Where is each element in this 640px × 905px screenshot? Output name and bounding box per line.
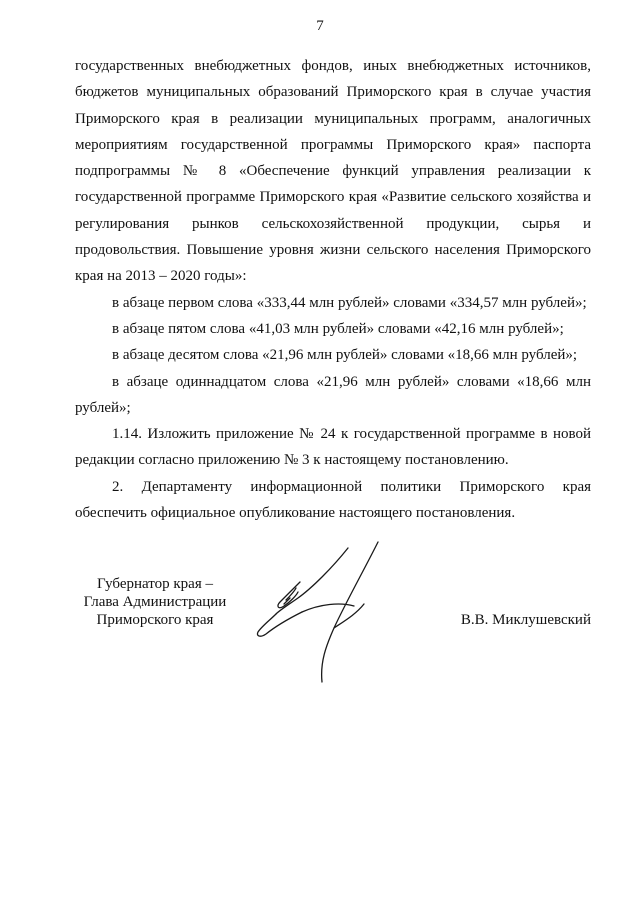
paragraph-amend-first: в абзаце первом слова «333,44 млн рублей» словами «334,57 млн рублей»; xyxy=(112,294,587,311)
handwritten-signature xyxy=(250,540,390,685)
paragraph-item-1-14: 1.14. Изложить приложение № 24 к государственной программе в новой редакции согласно приложению № 3 к настоящему постановлению. xyxy=(75,426,591,469)
paragraph-amend-eleventh: в абзаце одиннадцатом слова «21,96 млн рублей» словами «18,66 млн рублей»; xyxy=(75,373,591,416)
paragraph-item-2: 2. Департаменту информационной политики Приморского края обеспечить официальное опубликование настоящего постановления. xyxy=(75,478,591,522)
paragraph-amend-fifth: в абзаце пятом слова «41,03 млн рублей» словами «42,16 млн рублей»; xyxy=(112,320,564,337)
paragraph-passport-subprogram-8: государственных внебюджетных фондов, иных внебюджетных источников, бюджетов муниципальных образований Приморского края в случае участия Приморского края в реализации муниципальных программ, аналогичных мероприятиям государственной программы Приморского края» паспорта подпрограммы № 8 «Обеспечение функций управления реализации к государственной программе Приморского края «Развитие сельского хозяйства и регулирования рынков сельскохозяйственной продукции, сырья и продовольствия. Повышение уровня жизни сельского населения Приморского края на 2013 – 2020 годы»: xyxy=(75,58,591,285)
signer-title-line: Глава Администрации xyxy=(83,594,227,610)
signer-title xyxy=(75,575,235,629)
page-number: 7 xyxy=(316,18,324,34)
signer-title-line: Губернатор края – xyxy=(97,576,213,592)
signer-title-line: Приморского края xyxy=(96,612,214,628)
document-body xyxy=(75,53,591,526)
signer-name: В.В. Миклушевский xyxy=(460,612,591,628)
paragraph-amend-tenth: в абзаце десятом слова «21,96 млн рублей» словами «18,66 млн рублей»; xyxy=(112,347,578,364)
